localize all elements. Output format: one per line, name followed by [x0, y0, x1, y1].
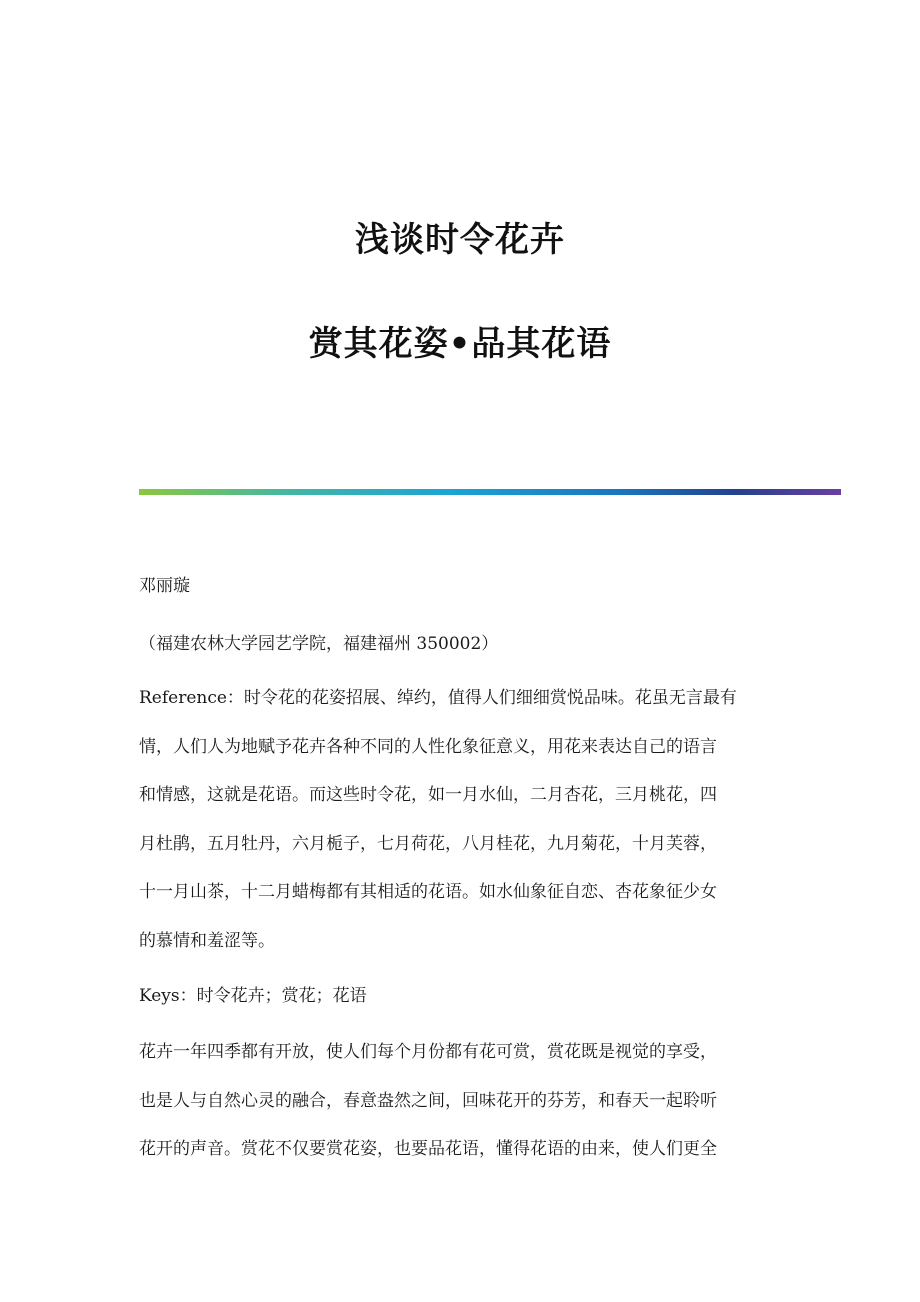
body-line: 花开的声音。赏花不仅要赏花姿，也要品花语，懂得花语的由来，使人们更全	[139, 1139, 717, 1159]
reference-line: 月杜鹃，五月牡丹，六月栀子，七月荷花，八月桂花，九月菊花，十月芙蓉，	[139, 833, 717, 854]
gradient-divider	[139, 489, 841, 495]
paper-subtitle: 赏其花姿•品其花语	[308, 324, 612, 364]
reference-abstract	[139, 686, 779, 977]
paper-title: 浅谈时令花卉	[355, 220, 565, 260]
body-line: 也是人与自然心灵的融合，春意盎然之间，回味花开的芬芳，和春天一起聆听	[139, 1090, 717, 1111]
body-line: 花卉一年四季都有开放，使人们每个月份都有花可赏，赏花既是视觉的享受，	[139, 1042, 717, 1062]
reference-line: 的慕情和羞涩等。	[139, 930, 275, 951]
author-name: 邓丽璇	[139, 576, 190, 596]
reference-line: Reference：时令花的花姿招展、绰约，值得人们细细赏悦品味。花虽无言最有	[139, 688, 737, 708]
keywords: Keys：时令花卉；赏花；花语	[139, 986, 367, 1006]
reference-line: 和情感，这就是花语。而这些时令花，如一月水仙，二月杏花，三月桃花，四	[139, 785, 717, 805]
body-paragraph	[139, 1040, 779, 1186]
author-affiliation: （福建农林大学园艺学院，福建福州 350002）	[139, 634, 499, 654]
reference-line: 情，人们人为地赋予花卉各种不同的人性化象征意义，用花来表达自己的语言	[139, 736, 717, 757]
reference-line: 十一月山茶，十二月蜡梅都有其相适的花语。如水仙象征自恋、杏花象征少女	[139, 882, 717, 902]
